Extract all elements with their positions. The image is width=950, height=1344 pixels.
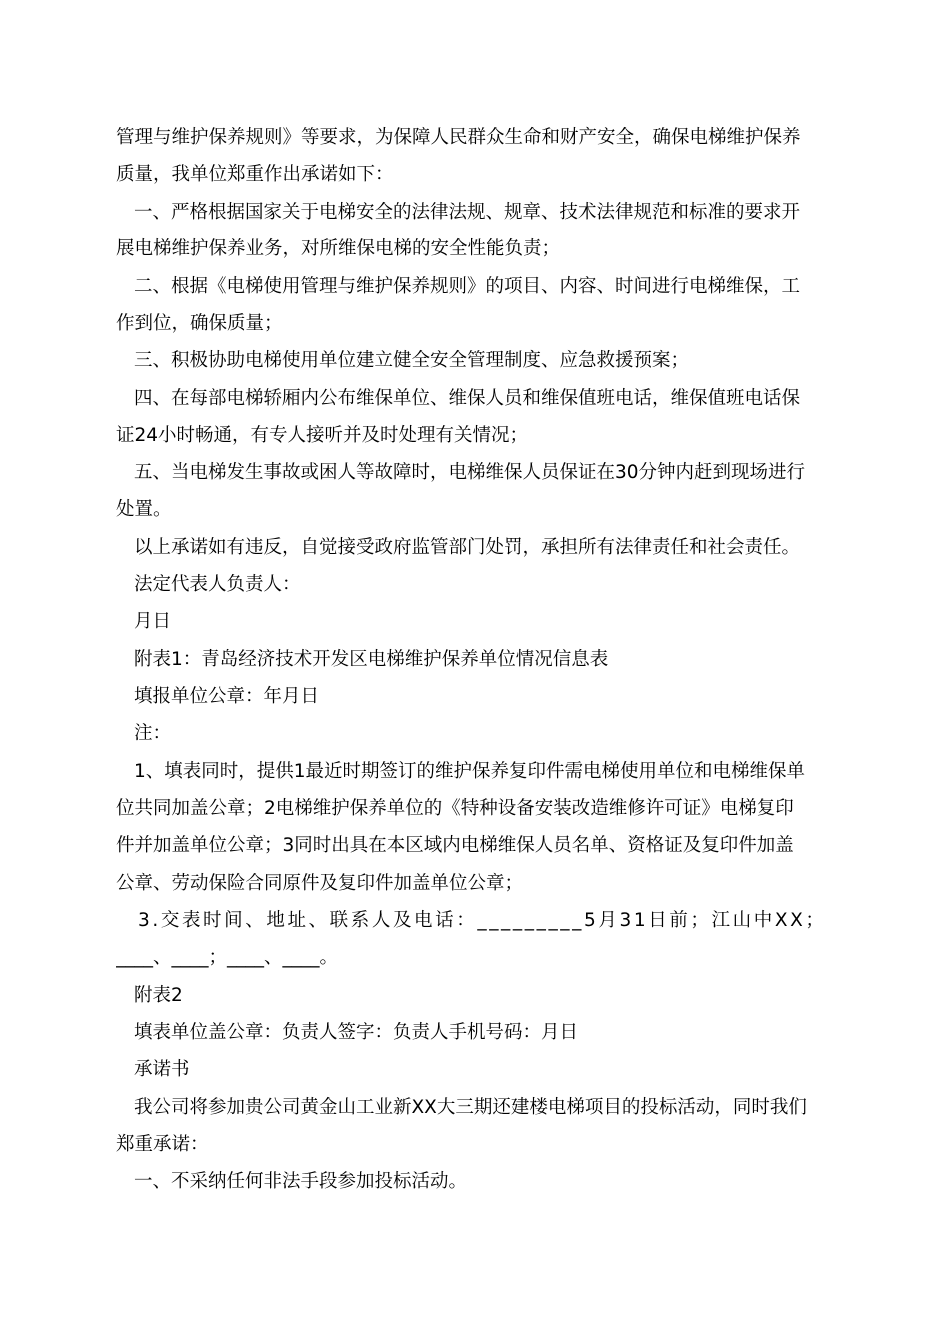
paragraph-line: 五、当电梯发生事故或困人等故障时，电梯维保人员保证在30分钟内赶到现场进行 [134,462,806,483]
stamp-line: 填报单位公章：年月日 [134,686,320,707]
note-heading: 注： [134,723,172,744]
note-line: 位共同加盖公章；2电梯维护保养单位的《特种设备安装改造维修许可证》电梯复印 [116,798,794,819]
appendix-title: 附表2 [134,985,183,1006]
note-line: 公章、劳动保险合同原件及复印件加盖单位公章； [116,873,524,894]
submission-line: 3.交表时间、地址、联系人及电话：_________5月31日前；江山中XX； [138,910,827,931]
signature-line: 法定代表人负责人： [134,574,301,595]
paragraph-line: 以上承诺如有违反，自觉接受政府监管部门处罚，承担所有法律责任和社会责任。 [134,537,801,558]
paragraph-line: 处置。 [116,499,172,520]
section-title: 承诺书 [134,1059,190,1080]
note-line: 件并加盖单位公章；3同时出具在本区域内电梯维保人员名单、资格证及复印件加盖 [116,835,794,856]
paragraph-line: 一、严格根据国家关于电梯安全的法律法规、规章、技术法律规范和标准的要求开 [134,202,801,223]
note-line: 1、填表同时，提供1最近时期签订的维护保养复印件需电梯使用单位和电梯维保单 [134,761,806,782]
paragraph-line: 二、根据《电梯使用管理与维护保养规则》的项目、内容、时间进行电梯维保，工 [134,276,801,297]
paragraph-line: 三、积极协助电梯使用单位建立健全安全管理制度、应急救援预案； [134,350,690,371]
paragraph-line: 四、在每部电梯轿厢内公布维保单位、维保人员和维保值班电话，维保值班电话保 [134,388,801,409]
paragraph-line: 作到位，确保质量； [116,313,283,334]
appendix-title: 附表1：青岛经济技术开发区电梯维护保养单位情况信息表 [134,649,609,670]
paragraph-line: 展电梯维护保养业务，对所维保电梯的安全性能负责； [116,238,561,259]
paragraph-line: 郑重承诺： [116,1134,209,1155]
paragraph-line: 证24小时畅通，有专人接听并及时处理有关情况； [116,425,529,446]
stamp-line: 填表单位盖公章：负责人签字：负责人手机号码：月日 [134,1022,579,1043]
paragraph-line: 一、不采纳任何非法手段参加投标活动。 [134,1171,468,1192]
paragraph-line: 我公司将参加贵公司黄金山工业新XX大三期还建楼电梯项目的投标活动，同时我们 [134,1097,807,1118]
date-line: 月日 [134,611,172,632]
paragraph-line: 管理与维护保养规则》等要求，为保障人民群众生命和财产安全，确保电梯维护保养 [116,127,801,148]
paragraph-line: 质量，我单位郑重作出承诺如下： [116,164,394,185]
blanks-line: ____、____；____、____。 [116,947,339,968]
